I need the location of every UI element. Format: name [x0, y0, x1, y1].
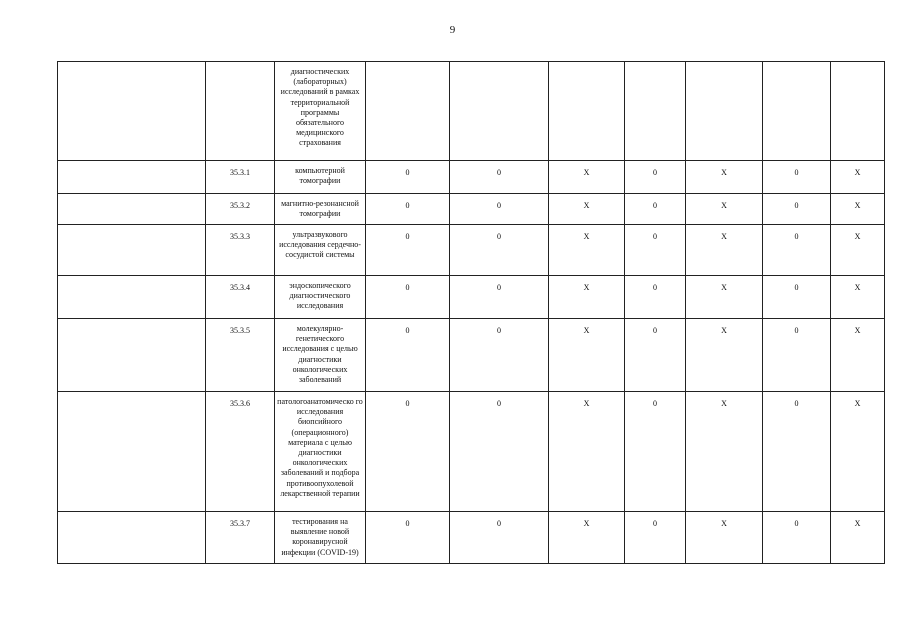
- value-cell: X: [831, 194, 885, 225]
- value-cell: X: [549, 276, 625, 319]
- value-cell: 0: [366, 392, 450, 512]
- table-row: [58, 319, 885, 392]
- value-cell: X: [831, 392, 885, 512]
- value-cell: 0: [450, 225, 549, 276]
- empty-cell: [625, 62, 686, 161]
- description-cell: диагностических (лабораторных) исследований в рамках территориальной программы обязательного медицинского страхования: [275, 62, 366, 161]
- value-cell: X: [549, 392, 625, 512]
- value-cell: X: [686, 319, 763, 392]
- value-cell: 0: [763, 161, 831, 194]
- table-row: [58, 276, 885, 319]
- value-cell: X: [686, 225, 763, 276]
- table-row: [58, 194, 885, 225]
- table-row: [58, 392, 885, 512]
- value-cell: 0: [450, 319, 549, 392]
- value-cell: 0: [450, 512, 549, 564]
- value-cell: X: [686, 194, 763, 225]
- value-cell: 0: [366, 194, 450, 225]
- value-cell: X: [549, 161, 625, 194]
- empty-cell: [450, 62, 549, 161]
- value-cell: X: [831, 161, 885, 194]
- empty-cell: [58, 194, 206, 225]
- empty-cell: [58, 512, 206, 564]
- empty-cell: [763, 62, 831, 161]
- description-cell: патологоанатомическо го исследования биопсийного (операционного) материала с целью диагностики онкологических заболеваний и подбора противоопухолевой лекарственной терапии: [275, 392, 366, 512]
- value-cell: 0: [366, 319, 450, 392]
- value-cell: 0: [625, 512, 686, 564]
- value-cell: 0: [763, 512, 831, 564]
- value-cell: 0: [366, 276, 450, 319]
- value-cell: X: [686, 161, 763, 194]
- page-number: 9: [449, 24, 456, 36]
- value-cell: 0: [450, 161, 549, 194]
- description-cell: ультразвукового исследования сердечно-сосудистой системы: [275, 225, 366, 276]
- empty-cell: [549, 62, 625, 161]
- empty-cell: [58, 62, 206, 161]
- table-row: [58, 161, 885, 194]
- code-cell: 35.3.2: [206, 194, 275, 225]
- value-cell: X: [831, 276, 885, 319]
- code-cell: 35.3.7: [206, 512, 275, 564]
- empty-cell: [58, 161, 206, 194]
- description-cell: магнитно-резонансной томографии: [275, 194, 366, 225]
- value-cell: X: [831, 225, 885, 276]
- table-row: [58, 225, 885, 276]
- value-cell: 0: [625, 225, 686, 276]
- description-cell: тестирования на выявление новой коронавирусной инфекции (COVID-19): [275, 512, 366, 564]
- empty-cell: [366, 62, 450, 161]
- empty-cell: [58, 392, 206, 512]
- value-cell: 0: [625, 276, 686, 319]
- empty-cell: [58, 276, 206, 319]
- empty-cell: [206, 62, 275, 161]
- empty-cell: [58, 319, 206, 392]
- value-cell: X: [686, 392, 763, 512]
- value-cell: 0: [763, 194, 831, 225]
- value-cell: 0: [625, 392, 686, 512]
- value-cell: X: [831, 319, 885, 392]
- value-cell: 0: [625, 319, 686, 392]
- table-row: [58, 512, 885, 564]
- value-cell: 0: [763, 225, 831, 276]
- value-cell: X: [686, 512, 763, 564]
- empty-cell: [58, 225, 206, 276]
- value-cell: 0: [450, 194, 549, 225]
- description-cell: эндоскопического диагностического исследования: [275, 276, 366, 319]
- value-cell: X: [549, 319, 625, 392]
- code-cell: 35.3.5: [206, 319, 275, 392]
- value-cell: X: [549, 194, 625, 225]
- value-cell: 0: [763, 319, 831, 392]
- code-cell: 35.3.4: [206, 276, 275, 319]
- value-cell: 0: [366, 225, 450, 276]
- value-cell: X: [831, 512, 885, 564]
- empty-cell: [686, 62, 763, 161]
- description-cell: молекулярно-генетического исследования с целью диагностики онкологических заболеваний: [275, 319, 366, 392]
- value-cell: X: [549, 512, 625, 564]
- code-cell: 35.3.1: [206, 161, 275, 194]
- value-cell: X: [549, 225, 625, 276]
- code-cell: 35.3.6: [206, 392, 275, 512]
- empty-cell: [831, 62, 885, 161]
- value-cell: 0: [366, 512, 450, 564]
- value-cell: 0: [625, 194, 686, 225]
- value-cell: 0: [450, 392, 549, 512]
- value-cell: 0: [763, 276, 831, 319]
- value-cell: 0: [763, 392, 831, 512]
- value-cell: 0: [625, 161, 686, 194]
- value-cell: X: [686, 276, 763, 319]
- code-cell: 35.3.3: [206, 225, 275, 276]
- table-row: [58, 62, 885, 161]
- value-cell: 0: [450, 276, 549, 319]
- description-cell: компьютерной томографии: [275, 161, 366, 194]
- value-cell: 0: [366, 161, 450, 194]
- data-table: [57, 61, 885, 564]
